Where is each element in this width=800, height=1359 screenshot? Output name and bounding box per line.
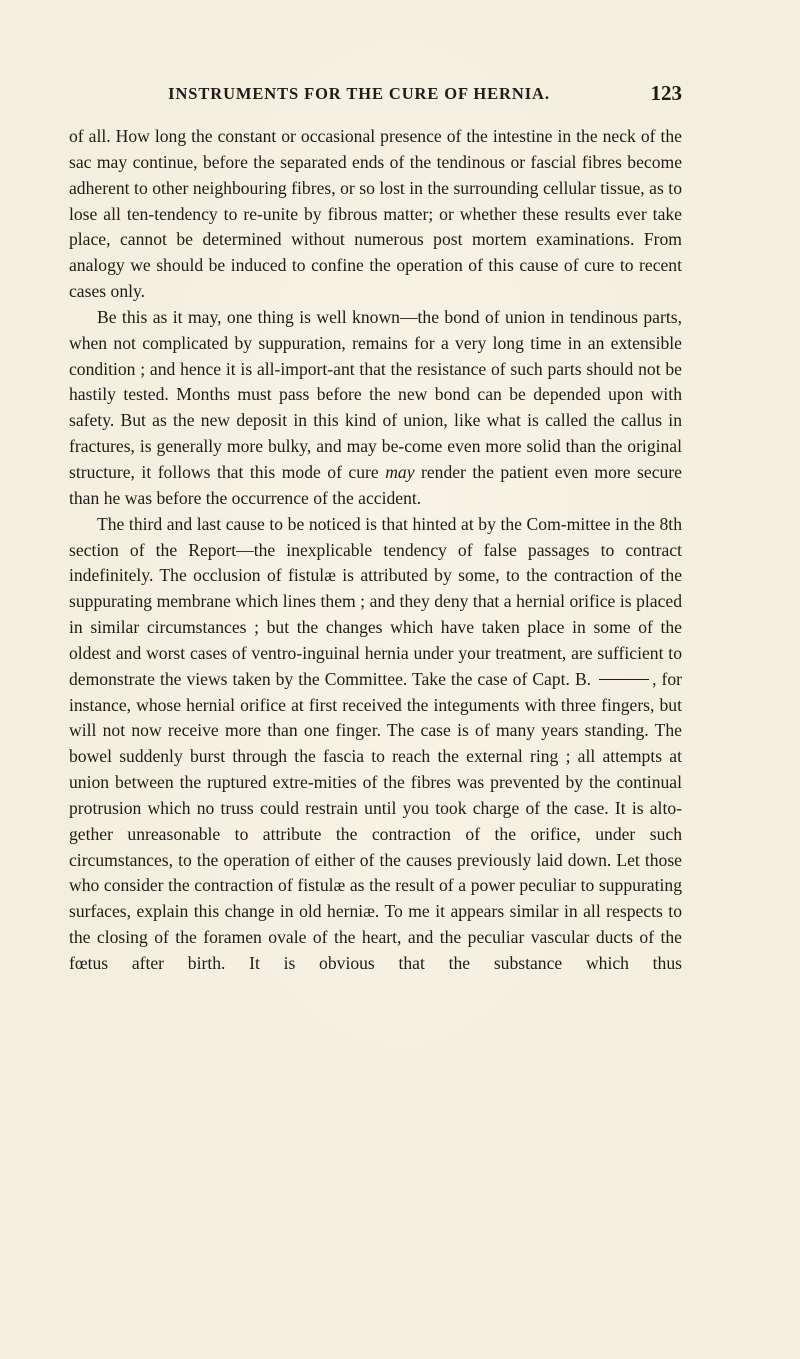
paragraph-1: of all. How long the constant or occasional presence of the intestine in the neck of the sac may continue, before the separated ends of the tendinous or fascial fibres become adherent to other neighbouring fibres, or so lost in the surrounding cellular tissue, as to lose all ten-tendency to re-unite by fibrous matter; or whether these results ever take place, cannot be determined without numerous post mortem examinations. From analogy we should be induced to confine the operation of this cause of cure to recent cases only.: [69, 126, 682, 302]
name-omission-dash: [599, 679, 649, 680]
paragraph-3-text-a: The third and last cause to be noticed is that hinted at by the Com-mittee in the 8th section of the Report—the inexplicable tendency of false passages to contract indefinitely. The occlusion of fistulæ is attributed by some, to the contraction of the suppurating membrane which lines them ; and they deny that a hernial orifice is placed in similar circumstances ; but the changes which have taken place in some of the oldest and worst cases of ventro-inguinal hernia under your treatment, are sufficient to demonstrate the views taken by the Committee. Take the case of Capt. B.: [69, 513, 682, 689]
paragraph-2-text-b: render the patient even more secure than he was before the occurrence of the accident.: [69, 461, 682, 508]
page-number: 123: [650, 81, 682, 105]
page-header: [116, 81, 682, 114]
paragraph-2-text-a: Be this as it may, one thing is well known—the bond of union in tendinous parts, when not complicated by suppuration, remains for a very long time in an extensible condition ; and hence it is all-import-ant that the resistance of such parts should not be hastily tested. Months must pass before the new bond can be depended upon with safety. But as the new deposit in this kind of union, like what is called the callus in fractures, is generally more bulky, and may be-come even more solid than the original structure, it follows that this mode of cure: [69, 306, 682, 482]
paragraph-3: [69, 512, 682, 977]
paragraph-2: [69, 305, 682, 512]
body-text: [69, 124, 682, 977]
paragraph-3-text-b: , for instance, whose hernial orifice at first received the integuments with three fingers, but will not now receive more than one finger. The case is of many years standing. The bowel suddenly burst through the fascia to reach the external ring ; all attempts at union between the ruptured extre-mities of the fibres was prevented by the continual protrusion which no truss could restrain until you took charge of the case. It is alto-gether unreasonable to attribute the contraction of the orifice, under such circumstances, to the operation of either of the causes previously laid down. Let those who consider the contraction of fistulæ as the result of a power peculiar to suppurating surfaces, explain this change in old herniæ. To me it appears similar in all respects to the closing of the foramen ovale of the heart, and the peculiar vascular ducts of the fœtus after birth. It is obvious that the substance which thus: [69, 668, 683, 973]
emphasis-word: may: [385, 461, 415, 482]
running-head: INSTRUMENTS FOR THE CURE OF HERNIA.: [168, 84, 550, 103]
